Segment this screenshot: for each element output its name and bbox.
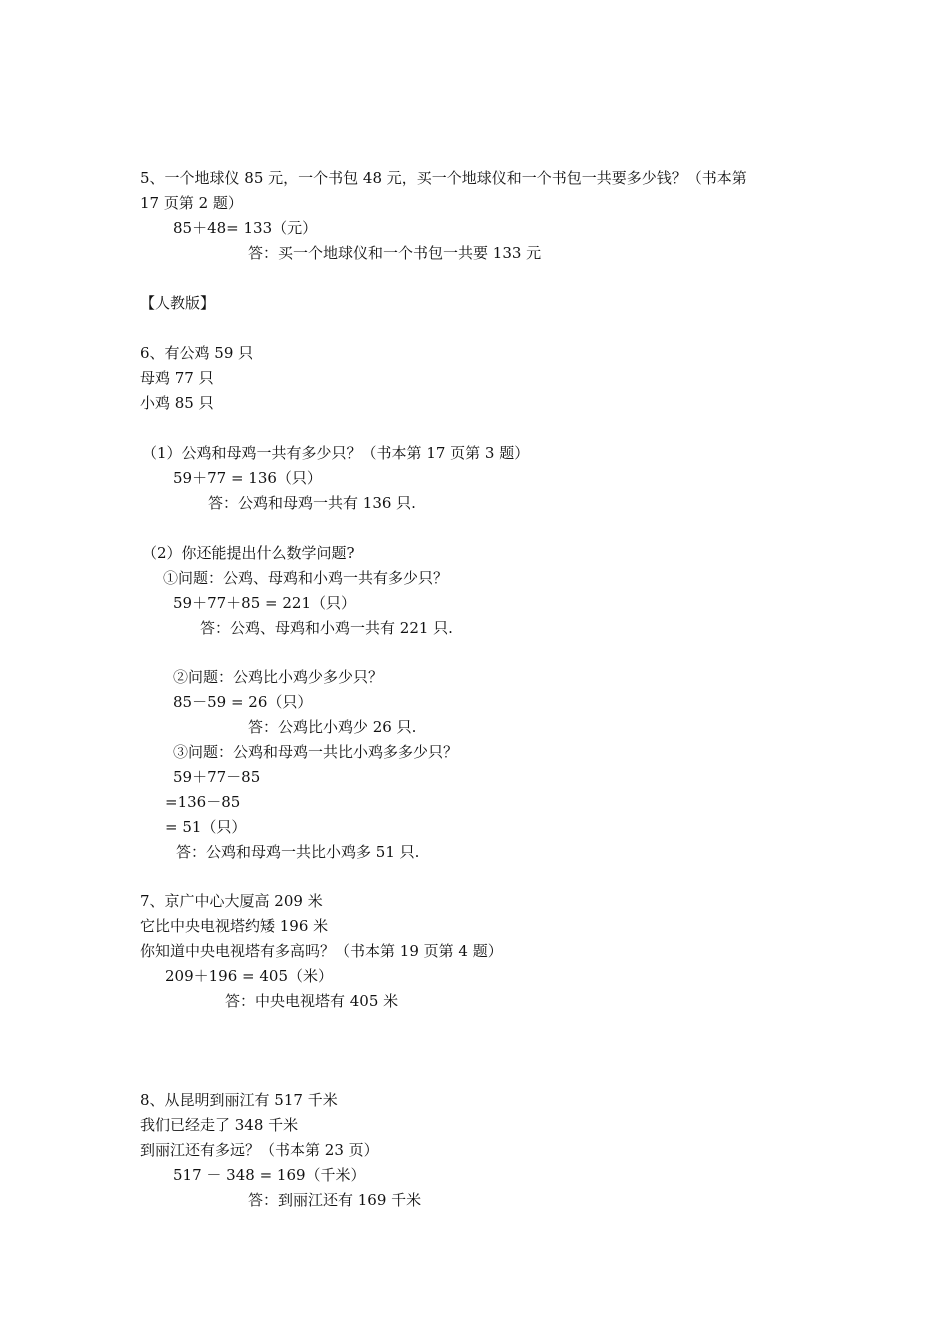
problem-6-q2-sub1: ①问题：公鸡、母鸡和小鸡一共有多少只？ [163,569,449,587]
problem-6-q2-sub2-answer: 答：公鸡比小鸡少 26 只. [248,718,417,736]
problem-5-answer: 答：买一个地球仪和一个书包一共要 133 元 [248,244,542,262]
problem-7-answer: 答：中央电视塔有 405 米 [225,992,399,1010]
problem-7-text: 7、京广中心大厦高 209 米 [140,892,323,910]
problem-7-equation: 209＋196 = 405（米） [165,967,333,985]
problem-5-text-cont: 17 页第 2 题） [140,194,243,212]
problem-8-answer: 答：到丽江还有 169 千米 [248,1191,422,1209]
problem-6-q2-sub3-answer: 答：公鸡和母鸡一共比小鸡多 51 只. [176,843,420,861]
problem-7-text-cont: 它比中央电视塔约矮 196 米 [140,917,329,935]
problem-6-q2-sub3-step3: = 51（只） [165,818,247,836]
problem-8-text: 8、从昆明到丽江有 517 千米 [140,1091,338,1109]
problem-6-q2-sub1-answer: 答：公鸡、母鸡和小鸡一共有 221 只. [200,619,453,637]
problem-6-text-chicks: 小鸡 85 只 [140,394,214,412]
problem-6-q2-sub3-equation: 59＋77－85 [173,768,261,786]
problem-6-q2-sub1-equation: 59＋77＋85 = 221（只） [173,594,356,612]
edition-heading: 【人教版】 [140,294,216,312]
problem-6-q2-sub3-step2: =136－85 [165,793,241,811]
problem-6-q1: （1）公鸡和母鸡一共有多少只？（书本第 17 页第 3 题） [142,444,530,462]
problem-6-text-hens: 母鸡 77 只 [140,369,214,387]
problem-5-text: 5、一个地球仪 85 元，一个书包 48 元，买一个地球仪和一个书包一共要多少钱？（书本第 [140,169,747,187]
problem-6-q2-sub2-equation: 85－59 = 26（只） [173,693,313,711]
problem-5-equation: 85＋48= 133（元） [173,219,318,237]
problem-7-question: 你知道中央电视塔有多高吗？（书本第 19 页第 4 题） [140,942,503,960]
problem-6-text: 6、有公鸡 59 只 [140,344,254,362]
problem-8-equation: 517 － 348 = 169（千米） [173,1166,366,1184]
problem-8-question: 到丽江还有多远？（书本第 23 页） [140,1141,379,1159]
problem-6-q2: （2）你还能提出什么数学问题? [142,544,355,562]
problem-6-q2-sub2: ②问题：公鸡比小鸡少多少只？ [173,668,384,686]
problem-6-q2-sub3: ③问题：公鸡和母鸡一共比小鸡多多少只？ [173,743,459,761]
problem-6-q1-answer: 答：公鸡和母鸡一共有 136 只. [208,494,416,512]
problem-8-text-cont: 我们已经走了 348 千米 [140,1116,299,1134]
problem-6-q1-equation: 59＋77 = 136（只） [173,469,322,487]
